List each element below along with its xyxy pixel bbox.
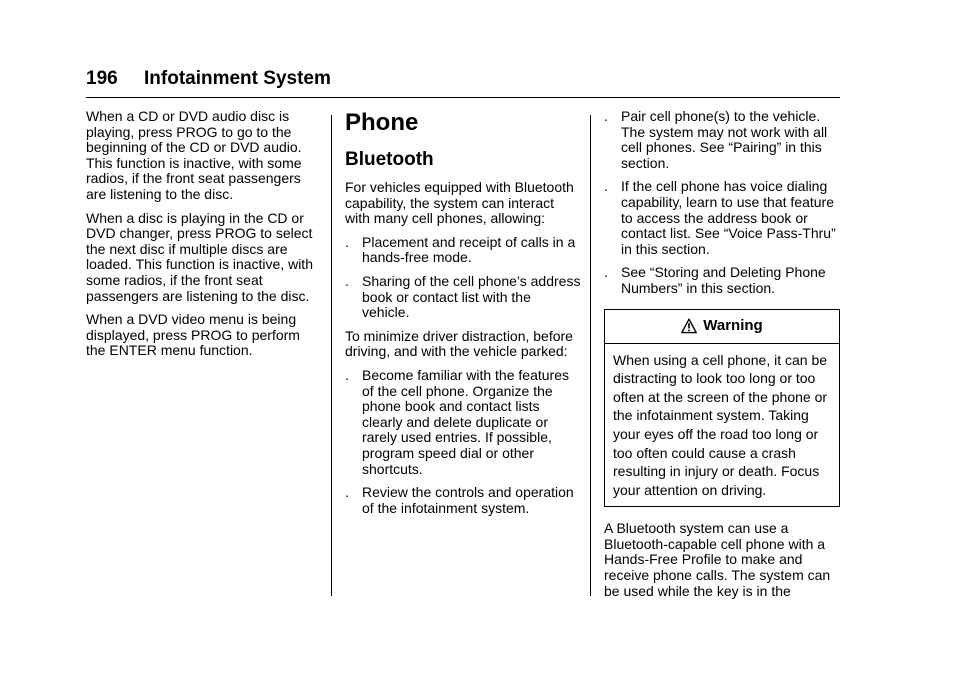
warning-body: When using a cell phone, it can be distracting to look too long or too often at the screen of the phone or the infotainment system. Taking your eyes off the road too long or too often could cause a crash resulting in injury or death. Focus your attention on driving. (613, 351, 828, 498)
column-1 (86, 109, 322, 367)
list-item-text: Become familiar with the features of the cell phone. Organize the phone book and contact lists clearly and delete duplicate or rarely used entries. If possible, program speed dial or other shortcuts. (362, 366, 569, 477)
header-rule (86, 97, 840, 98)
paragraph: A Bluetooth system can use a Bluetooth-capable cell phone with a Hands-Free Profile to make and receive phone calls. The system can be used while the key is in the (604, 520, 831, 599)
bullet-glyph: . (604, 108, 608, 124)
bullet-list (345, 368, 581, 516)
list-item (604, 179, 840, 257)
bullet-glyph: . (604, 264, 608, 281)
warning-header (605, 310, 839, 344)
column-divider (590, 115, 591, 596)
warning-triangle-icon (681, 318, 697, 334)
list-item (345, 368, 581, 477)
paragraph: To minimize driver distraction, before driving, and with the vehicle parked: (345, 327, 573, 360)
bullet-glyph: . (604, 178, 608, 195)
list-item (604, 265, 840, 296)
list-item-text: Placement and receipt of calls in a hands-free mode. (362, 233, 576, 266)
bullet-list (345, 235, 581, 321)
page-number: 196 (86, 68, 118, 89)
bullet-glyph: . (345, 272, 349, 289)
bullet-glyph: . (345, 484, 349, 501)
subsection-heading: Bluetooth (345, 149, 434, 170)
list-item (345, 274, 581, 321)
column-divider (331, 115, 332, 596)
paragraph: When a DVD video menu is being displayed, press PROG to perform the ENTER menu function. (86, 311, 300, 359)
list-item-text: Pair cell phone(s) to the vehicle. The system may not work with all cell phones. See “Pairing” in this section. (621, 108, 828, 171)
paragraph: For vehicles equipped with Bluetooth capability, the system can interact with many cell phones, allowing: (345, 179, 574, 227)
list-item-text: See “Storing and Deleting Phone Numbers” in this section. (621, 264, 826, 296)
list-item-text: Review the controls and operation of the infotainment system. (362, 484, 574, 516)
paragraph: When a disc is playing in the CD or DVD changer, press PROG to select the next disc if multiple discs are loaded. This function is inactive, with some radios, if the front seat passengers are listening to the disc. (86, 209, 313, 304)
column-3 (604, 109, 840, 607)
chapter-title: Infotainment System (144, 68, 331, 89)
warning-box (604, 309, 840, 508)
list-item (604, 109, 840, 171)
warning-title: Warning (703, 317, 763, 335)
list-item (345, 235, 581, 266)
paragraph: When a CD or DVD audio disc is playing, press PROG to go to the beginning of the CD or DVD audio. This function is inactive, with some radios, if the front seat passengers are listening to the disc. (86, 108, 302, 202)
bullet-list (604, 109, 840, 297)
section-heading: Phone (345, 109, 419, 136)
column-2 (345, 109, 581, 524)
bullet-glyph: . (345, 366, 349, 383)
list-item-text: Sharing of the cell phone’s address book or contact list with the vehicle. (362, 272, 581, 321)
bullet-glyph: . (345, 233, 349, 250)
list-item (345, 485, 581, 516)
list-item-text: If the cell phone has voice dialing capability, learn to use that feature to access the address book or contact list. See “Voice Pass-Thru” in this section. (621, 178, 836, 257)
